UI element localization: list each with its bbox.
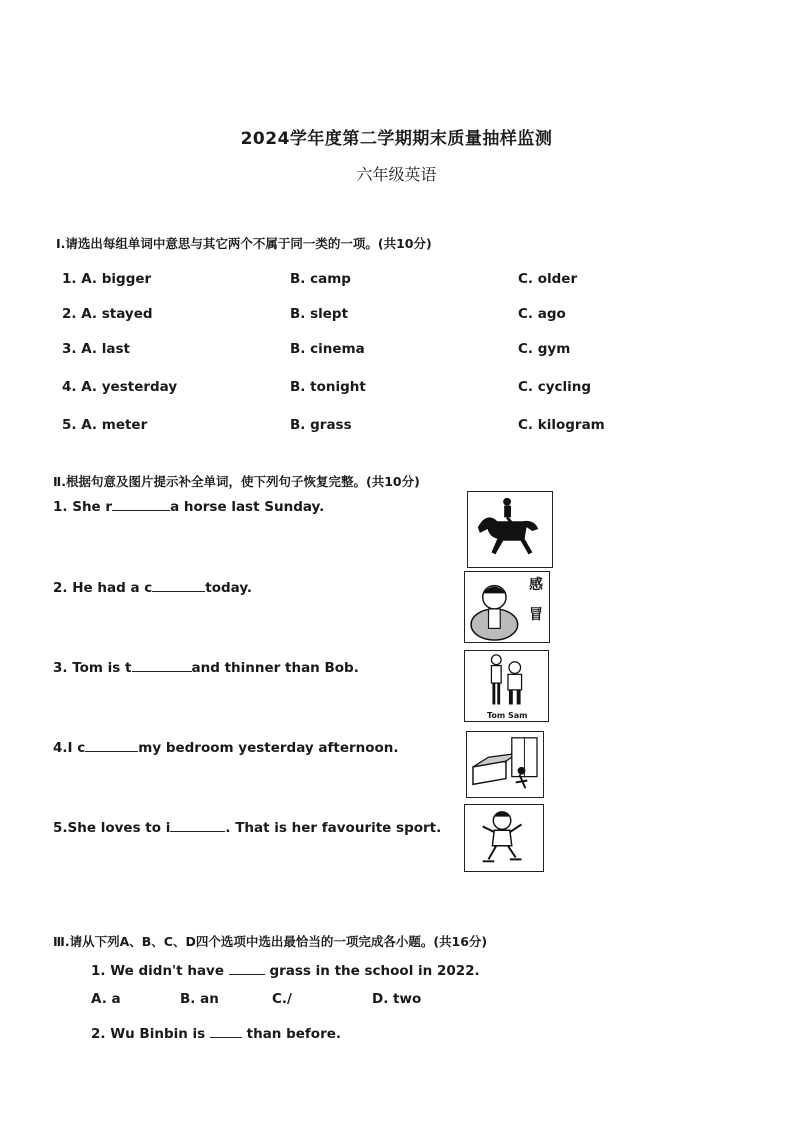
bedroom-picture bbox=[466, 731, 544, 798]
s2-item4-pre: 4.I c bbox=[53, 740, 86, 756]
s1-row1-a: 1. A. bigger bbox=[62, 271, 152, 287]
s3-q2-blank[interactable] bbox=[210, 1024, 242, 1038]
s1-row2-a: 2. A. stayed bbox=[62, 306, 153, 322]
horse-riding-picture bbox=[467, 491, 553, 568]
s1-row1-c: C. older bbox=[518, 271, 578, 287]
s3-q1-option-a[interactable]: A. a bbox=[91, 991, 121, 1007]
s2-item5-post: . That is her favourite sport. bbox=[225, 820, 442, 836]
s1-row3-c: C. gym bbox=[518, 341, 571, 357]
s1-row1-b: B. camp bbox=[290, 271, 351, 287]
s2-item3 bbox=[53, 658, 359, 676]
s1-row5-b: B. grass bbox=[290, 417, 352, 433]
section2-heading: Ⅱ.根据句意及图片提示补全单词，使下列句子恢复完整。(共10分) bbox=[53, 474, 420, 489]
tom-sam-picture bbox=[464, 650, 549, 722]
horse-rider-icon bbox=[468, 492, 552, 567]
s1-row3-a: 3. A. last bbox=[62, 341, 130, 357]
s2-item3-pre: 3. Tom is t bbox=[53, 660, 132, 676]
s3-question1 bbox=[91, 961, 480, 979]
s3-q2-pre: 2. Wu Binbin is bbox=[91, 1026, 206, 1042]
s3-q1-option-b[interactable]: B. an bbox=[180, 991, 219, 1007]
s1-row5-c: C. kilogram bbox=[518, 417, 605, 433]
ice-skater-icon bbox=[465, 805, 543, 871]
pic3-labels: Tom Sam bbox=[487, 711, 528, 720]
s3-q2-post: than before. bbox=[246, 1026, 342, 1042]
s2-item5-blank[interactable] bbox=[170, 818, 225, 832]
s2-item4 bbox=[53, 738, 399, 756]
page-title: 2024学年度第二学期期末质量抽样监测 bbox=[240, 129, 553, 149]
s2-item4-post: my bedroom yesterday afternoon. bbox=[138, 740, 399, 756]
s3-q1-option-d[interactable]: D. two bbox=[372, 991, 422, 1007]
s1-row4-c: C. cycling bbox=[518, 379, 592, 395]
skating-picture bbox=[464, 804, 544, 872]
s2-item3-blank[interactable] bbox=[132, 658, 192, 672]
s2-item5-pre: 5.She loves to i bbox=[53, 820, 171, 836]
s2-item5 bbox=[53, 818, 441, 836]
bed-cleaning-icon bbox=[467, 732, 543, 797]
page-subtitle: 六年级英语 bbox=[356, 165, 437, 184]
s2-item1 bbox=[53, 497, 324, 515]
s3-q1-pre: 1. We didn't have bbox=[91, 963, 225, 979]
s1-row4-b: B. tonight bbox=[290, 379, 366, 395]
s1-row5-a: 5. A. meter bbox=[62, 417, 148, 433]
s2-item2-pre: 2. He had a c bbox=[53, 580, 153, 596]
s3-q1-blank[interactable] bbox=[229, 961, 265, 975]
s1-row2-c: C. ago bbox=[518, 306, 566, 322]
s1-row2-b: B. slept bbox=[290, 306, 349, 322]
s2-item1-blank[interactable] bbox=[112, 497, 170, 511]
pic2-char1: 感 bbox=[529, 577, 543, 593]
s3-q1-post: grass in the school in 2022. bbox=[269, 963, 480, 979]
s2-item1-pre: 1. She r bbox=[53, 499, 113, 515]
s2-item1-post: a horse last Sunday. bbox=[170, 499, 325, 515]
s2-item2-post: today. bbox=[205, 580, 253, 596]
s2-item2 bbox=[53, 578, 252, 596]
s2-item2-blank[interactable] bbox=[152, 578, 205, 592]
s1-row4-a: 4. A. yesterday bbox=[62, 379, 178, 395]
s2-item3-post: and thinner than Bob. bbox=[191, 660, 359, 676]
s2-item4-blank[interactable] bbox=[85, 738, 138, 752]
section1-heading: Ⅰ.请选出每组单词中意思与其它两个不属于同一类的一项。(共10分) bbox=[56, 236, 432, 251]
cold-picture bbox=[464, 571, 550, 643]
s3-q1-option-c[interactable]: C./ bbox=[272, 991, 292, 1007]
s1-row3-b: B. cinema bbox=[290, 341, 365, 357]
pic2-char2: 冒 bbox=[529, 607, 543, 623]
s3-question2 bbox=[91, 1024, 341, 1042]
section3-heading: Ⅲ.请从下列A、B、C、D四个选项中选出最恰当的一项完成各小题。(共16分) bbox=[53, 934, 488, 949]
